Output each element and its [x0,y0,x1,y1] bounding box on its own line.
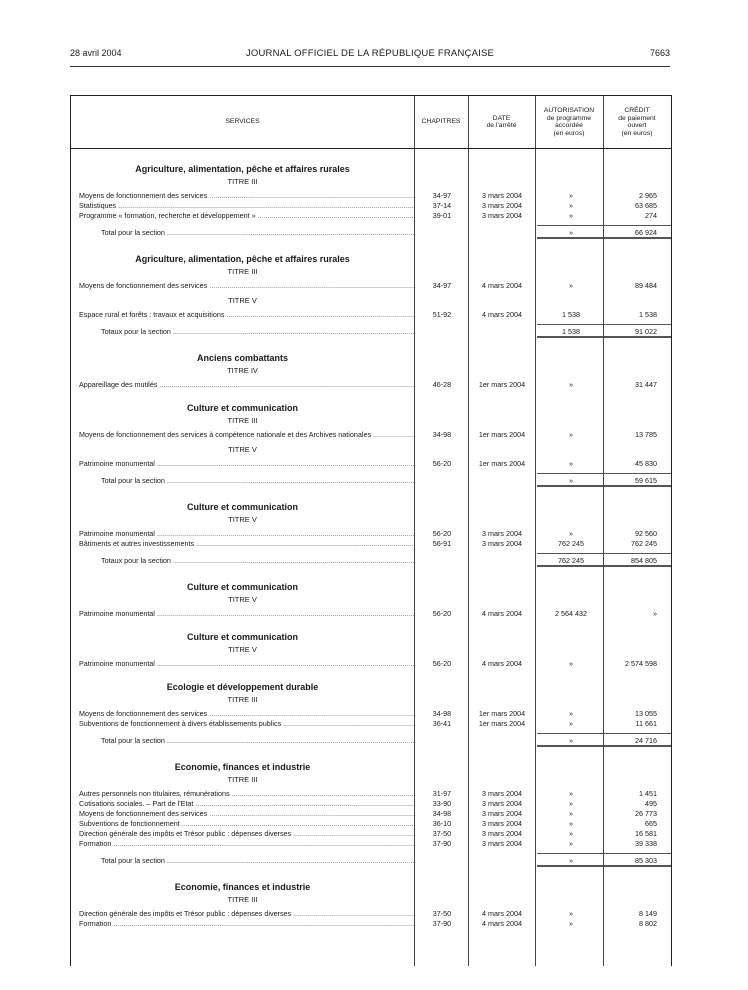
row-date: 3 mars 2004 [482,819,522,828]
row-label: Moyens de fonctionnement des services ..... [79,281,414,291]
row-autorisation: » [569,211,573,220]
section-title: Economie, finances et industrie [174,882,311,892]
row-autorisation: » [569,201,573,210]
table-row [71,909,671,919]
row-date: 3 mars 2004 [482,529,522,538]
table-row [71,789,671,799]
table-body [71,96,671,966]
row-label: Subventions de fonctionnement ..... [79,819,414,829]
section-total [71,475,671,487]
section-total [71,735,671,747]
row-date: 1er mars 2004 [478,719,526,728]
row-label: Moyens de fonctionnement des services ..... [79,191,414,201]
table-row [71,709,671,719]
row-date: 1er mars 2004 [478,430,526,439]
row-date: 3 mars 2004 [482,839,522,848]
header-date: 28 avril 2004 [70,48,122,58]
row-credit: » [653,609,657,618]
total-label: Total pour la section ..... [101,855,414,867]
col-date: DATE de l'arrêté [486,114,517,129]
row-label: Formation ..... [79,839,414,849]
row-autorisation: » [569,430,573,439]
total-autorisation: » [569,476,573,485]
row-label: Direction générale des impôts et Trésor public : dépenses diverses ..... [79,829,414,839]
section-title: Culture et communication [186,632,298,642]
row-autorisation: » [569,191,573,200]
row-chapitre: 31-97 [432,789,452,798]
row-autorisation: » [569,829,573,838]
row-autorisation: » [569,909,573,918]
total-label: Total pour la section ..... [101,735,414,747]
row-label: Espace rural et forêts : travaux et acquisitions ..... [79,310,414,320]
table-row [71,829,671,839]
section-total [71,227,671,239]
col-chapitres: CHAPITRES [421,118,461,126]
row-date: 3 mars 2004 [482,809,522,818]
row-chapitre: 51-92 [432,310,452,319]
table-row [71,799,671,809]
titre-label: TITRE III [227,416,258,425]
row-autorisation: 1 538 [562,310,580,319]
total-credit: 59 615 [635,476,657,485]
row-chapitre: 37-90 [432,839,452,848]
table-row [71,281,671,291]
total-credit: 66 924 [635,228,657,237]
row-date: 1er mars 2004 [478,459,526,468]
table-row [71,191,671,201]
row-credit: 8 149 [639,909,657,918]
row-chapitre: 56-20 [432,659,452,668]
row-label: Appareillage des mutilés ..... [79,380,414,390]
row-label: Statistiques ..... [79,201,414,211]
titre-label: TITRE III [227,895,258,904]
table-row [71,529,671,539]
table-row [71,819,671,829]
section-total [71,326,671,338]
page-header [70,48,670,62]
total-credit: 24 716 [635,736,657,745]
row-autorisation: » [569,459,573,468]
section-total [71,855,671,867]
table-row [71,310,671,320]
titre-label: TITRE III [227,267,258,276]
row-credit: 2 574 598 [625,659,657,668]
col-credit: CRÉDIT de paiement ouvert (en euros) [618,107,656,137]
row-date: 1er mars 2004 [478,709,526,718]
row-credit: 45 830 [635,459,657,468]
row-credit: 31 447 [635,380,657,389]
row-label: Moyens de fonctionnement des services ..... [79,809,414,819]
section-title: Anciens combattants [196,353,289,363]
total-autorisation: » [569,856,573,865]
row-autorisation: » [569,789,573,798]
row-autorisation: » [569,799,573,808]
titre-label: TITRE III [227,177,258,186]
total-label: Totaux pour la section ..... [101,326,414,338]
row-credit: 2 965 [639,191,657,200]
titre-label: TITRE III [227,775,258,784]
row-chapitre: 56-20 [432,459,452,468]
col-autorisation: AUTORISATION de programme accordée (en euros) [543,107,595,137]
total-credit: 85 303 [635,856,657,865]
row-chapitre: 34-98 [432,709,452,718]
table-row [71,719,671,729]
row-autorisation: » [569,719,573,728]
row-date: 3 mars 2004 [482,201,522,210]
row-date: 3 mars 2004 [482,539,522,548]
row-autorisation: » [569,919,573,928]
row-credit: 92 560 [635,529,657,538]
titre-label: TITRE V [228,515,257,524]
row-label: Moyens de fonctionnement des services à compétence nationale et des Archives nationales ..... [79,430,414,440]
titre-label: TITRE V [228,445,257,454]
row-autorisation: 2 564 432 [555,609,587,618]
row-autorisation: 762 245 [558,539,584,548]
row-label: Cotisations sociales. – Part de l'Etat ..... [79,799,414,809]
row-label: Programme « formation, recherche et développement » ..... [79,211,414,221]
row-credit: 1 451 [639,789,657,798]
row-label: Patrimoine monumental ..... [79,659,414,669]
row-autorisation: » [569,380,573,389]
table-row [71,919,671,929]
section-title: Ecologie et développement durable [166,682,319,692]
row-date: 3 mars 2004 [482,191,522,200]
row-autorisation: » [569,709,573,718]
row-chapitre: 36-10 [432,819,452,828]
row-credit: 11 661 [635,719,657,728]
total-label: Totaux pour la section ..... [101,555,414,567]
total-credit: 854 805 [631,556,657,565]
section-title: Agriculture, alimentation, pêche et affaires rurales [135,254,350,264]
row-credit: 13 785 [635,430,657,439]
section-title: Culture et communication [186,403,298,413]
row-date: 3 mars 2004 [482,789,522,798]
row-date: 3 mars 2004 [482,829,522,838]
credits-table [70,95,672,966]
row-date: 4 mars 2004 [482,659,522,668]
titre-label: TITRE V [228,296,257,305]
row-chapitre: 37-50 [432,829,452,838]
table-row [71,201,671,211]
row-label: Bâtiments et autres investissements ..... [79,539,414,549]
row-autorisation: » [569,529,573,538]
col-services: SERVICES [225,118,260,126]
row-chapitre: 34-97 [432,191,452,200]
row-date: 4 mars 2004 [482,909,522,918]
row-credit: 495 [645,799,657,808]
total-label: Total pour la section ..... [101,227,414,239]
table-row [71,659,671,669]
titre-label: TITRE V [228,595,257,604]
row-chapitre: 34-97 [432,281,452,290]
table-row [71,211,671,221]
row-date: 4 mars 2004 [482,609,522,618]
table-row [71,459,671,469]
row-date: 3 mars 2004 [482,211,522,220]
row-label: Subventions de fonctionnement à divers établissements publics ..... [79,719,414,729]
row-date: 4 mars 2004 [482,310,522,319]
row-date: 3 mars 2004 [482,799,522,808]
table-row [71,609,671,619]
titre-label: TITRE III [227,695,258,704]
total-autorisation: » [569,736,573,745]
row-chapitre: 46-28 [432,380,452,389]
row-chapitre: 39-01 [432,211,452,220]
row-chapitre: 56-91 [432,539,452,548]
header-rule [70,66,670,67]
section-title: Culture et communication [186,502,298,512]
table-row [71,839,671,849]
table-row [71,380,671,390]
row-autorisation: » [569,659,573,668]
row-date: 4 mars 2004 [482,919,522,928]
row-chapitre: 56-20 [432,609,452,618]
page-number: 7663 [649,48,670,58]
row-credit: 39 338 [635,839,657,848]
total-autorisation: 762 245 [558,556,584,565]
total-autorisation: » [569,228,573,237]
row-credit: 16 581 [635,829,657,838]
row-label: Patrimoine monumental ..... [79,609,414,619]
table-row [71,539,671,549]
total-credit: 91 022 [635,327,657,336]
row-autorisation: » [569,819,573,828]
section-title: Culture et communication [186,582,298,592]
total-label: Total pour la section ..... [101,475,414,487]
row-autorisation: » [569,809,573,818]
row-chapitre: 37-50 [432,909,452,918]
row-credit: 1 538 [639,310,657,319]
header-title: JOURNAL OFFICIEL DE LA RÉPUBLIQUE FRANÇAISE [245,48,495,59]
row-date: 1er mars 2004 [478,380,526,389]
row-label: Autres personnels non titulaires, rémunérations ..... [79,789,414,799]
row-credit: 8 802 [639,919,657,928]
row-label: Patrimoine monumental ..... [79,529,414,539]
row-credit: 26 773 [635,809,657,818]
titre-label: TITRE V [228,645,257,654]
row-chapitre: 34-98 [432,430,452,439]
section-title: Economie, finances et industrie [174,762,311,772]
row-label: Moyens de fonctionnement des services ..... [79,709,414,719]
total-autorisation: 1 538 [562,327,580,336]
table-row [71,809,671,819]
section-total [71,555,671,567]
row-credit: 665 [645,819,657,828]
row-credit: 63 685 [635,201,657,210]
titre-label: TITRE IV [227,366,258,375]
row-date: 4 mars 2004 [482,281,522,290]
row-chapitre: 34-98 [432,809,452,818]
row-chapitre: 36-41 [432,719,452,728]
row-chapitre: 33-90 [432,799,452,808]
section-title: Agriculture, alimentation, pêche et affaires rurales [135,164,350,174]
row-autorisation: » [569,281,573,290]
row-credit: 274 [645,211,657,220]
row-chapitre: 37-90 [432,919,452,928]
row-chapitre: 37-14 [432,201,452,210]
row-autorisation: » [569,839,573,848]
row-credit: 13 055 [635,709,657,718]
row-chapitre: 56-20 [432,529,452,538]
table-row [71,430,671,440]
row-credit: 762 245 [631,539,657,548]
row-label: Patrimoine monumental ..... [79,459,414,469]
row-label: Formation ..... [79,919,414,929]
row-label: Direction générale des impôts et Trésor public : dépenses diverses ..... [79,909,414,919]
row-credit: 89 484 [635,281,657,290]
